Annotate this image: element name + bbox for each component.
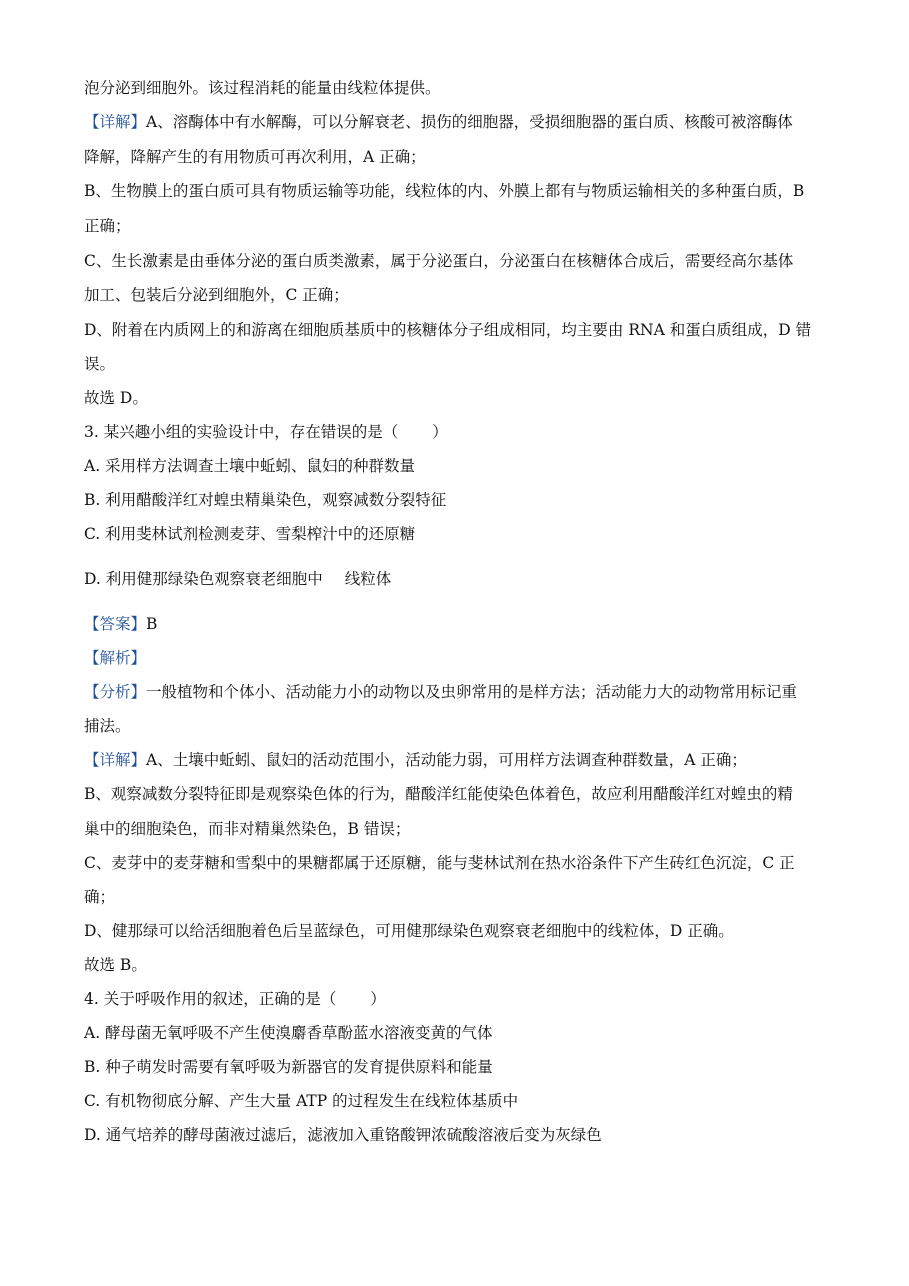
q3-detail-d: D、健那绿可以给活细胞着色后呈蓝绿色，可用健那绿染色观察衰老细胞中的线粒体，D 正确。 xyxy=(84,922,734,940)
q2-detail-c-line-1: C、生长激素是由垂体分泌的蛋白质类激素，属于分泌蛋白，分泌蛋白在核糖体合成后，需要经高尔基体 xyxy=(84,252,794,270)
q3-option-d: D. 利用健那绿染色观察衰老细胞中 线粒体 xyxy=(84,570,392,588)
q3-answer xyxy=(84,614,829,634)
q3-detail-c-line-2: 确； xyxy=(84,888,116,906)
q3-option-c: C. 利用斐林试剂检测麦芽、雪梨榨汁中的还原糖 xyxy=(84,525,416,543)
intro-line-1: 泡分泌到细胞外。该过程消耗的能量由线粒体提供。 xyxy=(84,79,441,97)
analysis-tag: 【解析】 xyxy=(84,649,147,667)
q4-option-c: C. 有机物彻底分解、产生大量 ATP 的过程发生在线粒体基质中 xyxy=(84,1092,519,1110)
q4-option-d: D. 通气培养的酵母菌液过滤后，滤液加入重铬酸钾浓硫酸溶液后变为灰绿色 xyxy=(84,1126,602,1144)
q3-detail-c-line-1: C、麦芽中的麦芽糖和雪梨中的果糖都属于还原糖，能与斐林试剂在热水浴条件下产生砖红色沉淀，C 正 xyxy=(84,854,795,872)
q2-detail-a-line-2: 降解，降解产生的有用物质可再次利用，A 正确； xyxy=(84,148,426,166)
q2-detail-d-line-2: 误。 xyxy=(84,355,116,373)
q4-option-a: A. 酵母菌无氧呼吸不产生使溴麝香草酚蓝水溶液变黄的气体 xyxy=(84,1024,493,1042)
answer-tag: 【答案】 xyxy=(84,615,147,633)
q3-fenxi-line-1: 【分析】一般植物和个体小、活动能力小的动物以及虫卵常用的是样方法；活动能力大的动物常用标记重 xyxy=(84,683,798,701)
q3-stem: 3. 某兴趣小组的实验设计中，存在错误的是（ ） xyxy=(84,423,448,441)
q3-option-a: A. 采用样方法调查土壤中蚯蚓、鼠妇的种群数量 xyxy=(84,457,416,475)
q2-choice: 故选 D。 xyxy=(84,389,148,407)
q3-fenxi-line-2: 捕法。 xyxy=(84,717,131,735)
q4-stem: 4. 关于呼吸作用的叙述，正确的是（ ） xyxy=(84,990,386,1008)
q2-detail-a-line-1: 【详解】A、溶酶体中有水解酶，可以分解衰老、损伤的细胞器，受损细胞器的蛋白质、核酸可被溶酶体 xyxy=(84,113,793,131)
q3-option-b: B. 利用醋酸洋红对蝗虫精巢染色，观察减数分裂特征 xyxy=(84,491,447,509)
q3-detail-b-line-2: 巢中的细胞染色，而非对精巢然染色，B 错误； xyxy=(84,820,411,838)
detail-tag: 【详解】 xyxy=(84,751,147,769)
q2-detail-d-line-1: D、附着在内质网上的和游离在细胞质基质中的核糖体分子组成相同，均主要由 RNA 和蛋白质组成，D 错 xyxy=(84,321,812,339)
detail-tag: 【详解】 xyxy=(84,113,147,131)
q3-detail-b-line-1: B、观察减数分裂特征即是观察染色体的行为，醋酸洋红能使染色体着色，故应利用醋酸洋红对蝗虫的精 xyxy=(84,785,793,803)
q2-detail-b-line-2: 正确； xyxy=(84,217,131,235)
q2-detail-c-line-2: 加工、包装后分泌到细胞外，C 正确； xyxy=(84,286,349,304)
q3-detail-a: 【详解】A、土壤中蚯蚓、鼠妇的活动范围小，活动能力弱，可用样方法调查种群数量，A 正确； xyxy=(84,751,747,769)
q4-option-b: B. 种子萌发时需要有氧呼吸为新器官的发育提供原料和能量 xyxy=(84,1058,493,1076)
fenxi-tag: 【分析】 xyxy=(84,683,147,701)
q3-choice: 故选 B。 xyxy=(84,956,147,974)
answer-value: B xyxy=(146,615,158,633)
q2-detail-b-line-1: B、生物膜上的蛋白质可具有物质运输等功能，线粒体的内、外膜上都有与物质运输相关的多种蛋白质，B xyxy=(84,182,805,200)
q3-analysis-heading xyxy=(84,648,829,668)
